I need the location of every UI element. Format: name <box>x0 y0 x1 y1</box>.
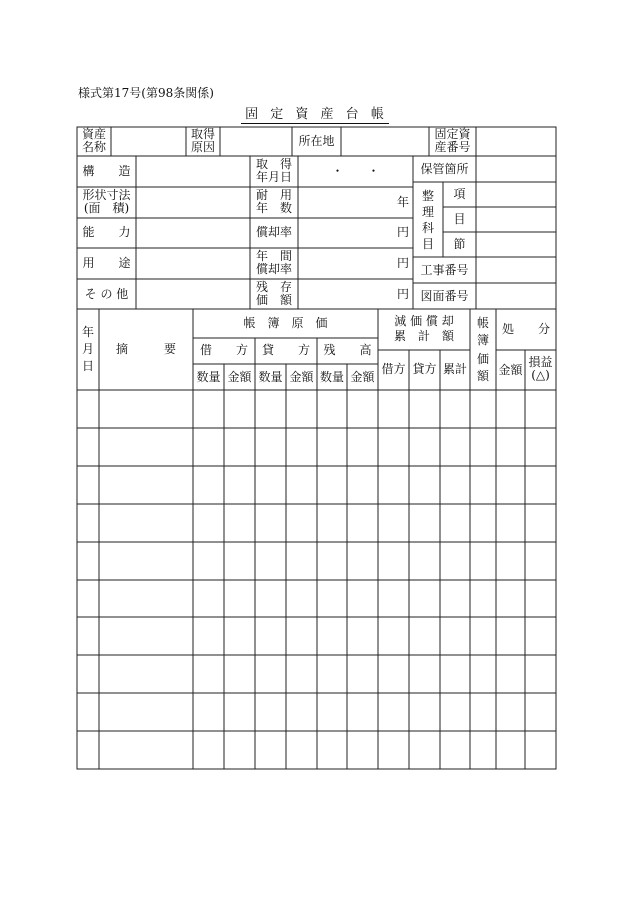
dep-credit-label: 貸方 <box>412 362 437 376</box>
acquisition-date-label: 取 得 年月日 <box>255 157 292 184</box>
yen-unit-2: 円 <box>396 256 409 270</box>
book-original-cost-label: 帳 簿 原 価 <box>243 316 328 330</box>
yen-unit-3: 円 <box>396 287 409 301</box>
credit-label: 貸 方 <box>261 343 310 357</box>
form-reference: 様式第17号(第98条関係) <box>78 86 214 100</box>
date-column-label: 年 月 日 <box>81 325 94 373</box>
balance-qty-label: 数量 <box>319 370 344 384</box>
item-setsu-label: 節 <box>453 237 466 251</box>
other-label: そ の 他 <box>84 287 129 301</box>
accumulated-depreciation-label: 減 価 償 却 累 計 額 <box>393 314 454 343</box>
location-label: 所在地 <box>298 134 335 148</box>
yen-unit-1: 円 <box>396 225 409 239</box>
asset-name-label: 資産 名称 <box>81 127 106 154</box>
work-number-label: 工事番号 <box>420 263 469 277</box>
disposal-amount-label: 金額 <box>498 363 523 377</box>
item-moku-label: 目 <box>453 212 466 226</box>
item-kou-label: 項 <box>453 187 466 201</box>
shape-size-label: 形状寸法 (面 積) <box>82 188 131 215</box>
book-value-label: 帳 簿 価 額 <box>476 316 489 383</box>
debit-label: 借 方 <box>199 343 248 357</box>
debit-qty-label: 数量 <box>196 370 221 384</box>
useful-life-unit: 年 <box>396 195 409 209</box>
capacity-label: 能 力 <box>82 225 131 239</box>
credit-qty-label: 数量 <box>258 370 283 384</box>
profit-loss-label: 損益 (△) <box>528 355 553 382</box>
useful-life-label: 耐 用 年 数 <box>255 188 292 215</box>
dep-debit-label: 借方 <box>381 362 406 376</box>
annual-depreciation-label: 年 間 償却率 <box>255 249 292 276</box>
acquisition-cause-label: 取得 原因 <box>190 127 215 154</box>
account-subject-label: 整 理 科 目 <box>421 189 434 251</box>
structure-label: 構 造 <box>82 164 131 178</box>
usage-label: 用 途 <box>82 256 131 270</box>
custodian-label: 保管箇所 <box>420 162 469 176</box>
drawing-number-label: 図面番号 <box>420 289 469 303</box>
document-title: 固 定 資 産 台 帳 <box>0 103 630 122</box>
summary-column-label: 摘 要 <box>115 342 176 356</box>
debit-amount-label: 金額 <box>227 370 252 384</box>
dep-total-label: 累計 <box>442 362 467 376</box>
residual-value-label: 残 存 価 額 <box>255 280 292 307</box>
acquisition-date-value: ・ ・ <box>331 164 380 178</box>
depreciation-rate-label: 償却率 <box>255 225 292 239</box>
balance-amount-label: 金額 <box>350 370 375 384</box>
balance-label: 残 高 <box>323 343 372 357</box>
asset-number-label: 固定資 産番号 <box>434 127 471 154</box>
disposal-label: 処 分 <box>501 322 550 336</box>
credit-amount-label: 金額 <box>289 370 314 384</box>
